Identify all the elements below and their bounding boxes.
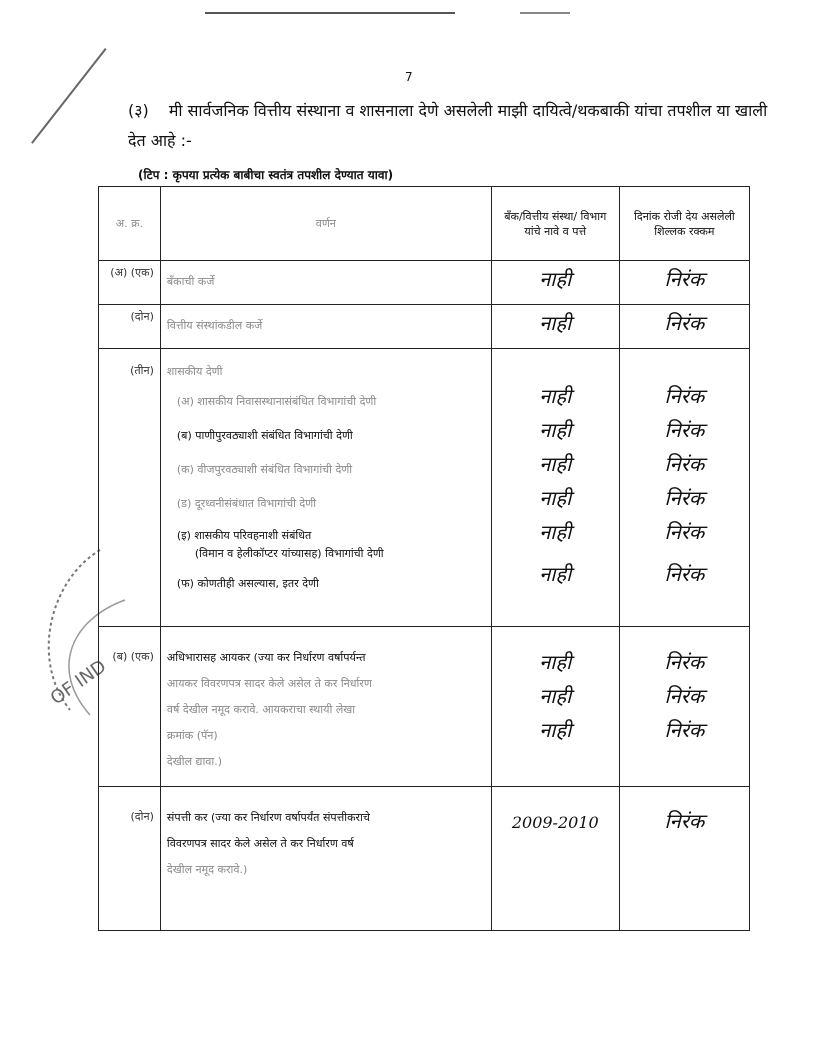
instruction-note: (टिप : कृपया प्रत्येक बाबीचा स्वतंत्र तपशील देण्यात यावा) (138, 168, 394, 182)
bank-value: नाही (539, 520, 572, 544)
amount-value: निरंक (664, 452, 705, 476)
list-item-line: (इ) शासकीय परिवहनाशी संबंधित (176, 529, 312, 542)
amount-value: निरंक (664, 650, 705, 674)
section-number: (३) (128, 101, 149, 120)
row-description: बँकाची कर्जे (160, 261, 491, 305)
description-line: अधिभारासह आयकर (ज्या कर निर्धारण वर्षापर्यन्त (166, 651, 366, 664)
list-item: (ड) दूरध्वनीसंबंधात विभागांची देणी (176, 497, 317, 510)
amount-value: निरंक (664, 418, 705, 442)
list-item: (ब) पाणीपुरवठ्याशी संबंधित विभागांची देणी (176, 429, 353, 442)
header-bank: बँक/वित्तीय संस्था/ विभाग यांचे नावे व पत्ते (491, 187, 619, 261)
list-item: (फ) कोणतीही असल्यास, इतर देणी (176, 577, 319, 590)
description-line: देखील द्यावा.) (166, 755, 223, 768)
description-line: संपत्ती कर (ज्या कर निर्धारण वर्षापर्यंत संपत्तीकराचे (166, 811, 370, 824)
bank-value: नाही (539, 452, 572, 476)
list-item: (अ) शासकीय निवासस्थानासंबंधित विभागांची देणी (176, 395, 377, 408)
amount-value: निरंक (664, 486, 705, 510)
description-line: विवरणपत्र सादर केले असेल ते कर निर्धारण वर्ष (166, 837, 354, 850)
row-serial: (ब) (एक) (99, 627, 161, 787)
table-row (99, 261, 750, 305)
row-description-group (160, 349, 491, 627)
table-row (99, 305, 750, 349)
bank-value: नाही (539, 718, 572, 742)
group-title: शासकीय देणी (166, 365, 223, 378)
section-heading-text: मी सार्वजनिक वित्तीय संस्थाना व शासनाला देणे असलेली माझी दायित्वे/थकबाकी यांचा तपशील या खाली देत आहे :- (128, 101, 768, 150)
description-line: क्रमांक (पॅन) (166, 729, 218, 742)
row-amount-value: निरंक (619, 787, 749, 931)
svg-text:OF IND: OF IND (46, 655, 111, 710)
bank-value: नाही (539, 418, 572, 442)
row-description: वित्तीय संस्थांकडील कर्जे (160, 305, 491, 349)
bank-value: नाही (539, 486, 572, 510)
scan-artifact-line (520, 12, 570, 14)
table-row (99, 627, 750, 787)
bank-value: नाही (539, 684, 572, 708)
row-bank-value: 2009-2010 (491, 787, 619, 931)
bank-value: नाही (539, 650, 572, 674)
table-header-row (99, 187, 750, 261)
page-number: 7 (405, 70, 413, 84)
description-line: आयकर विवरणपत्र सादर केले असेल ते कर निर्धारण (166, 677, 372, 690)
row-bank-values (491, 349, 619, 627)
row-bank-value: नाही (491, 305, 619, 349)
amount-value: निरंक (664, 384, 705, 408)
header-serial: अ. क्र. (99, 187, 161, 261)
description-line: देखील नमूद करावे.) (166, 863, 248, 876)
row-serial: (दोन) (99, 787, 161, 931)
header-description: वर्णन (160, 187, 491, 261)
row-bank-value: नाही (491, 261, 619, 305)
amount-value: निरंक (664, 562, 705, 586)
row-amount-values (619, 627, 749, 787)
row-bank-values (491, 627, 619, 787)
row-description (160, 627, 491, 787)
row-amount-value: निरंक (619, 261, 749, 305)
row-amount-value: निरंक (619, 305, 749, 349)
row-serial: (दोन) (99, 305, 161, 349)
margin-stroke (31, 48, 106, 144)
list-item-line: (विमान व हेलीकॉप्टर यांच्यासह) विभागांची देणी (194, 547, 384, 560)
row-serial: (तीन) (99, 349, 161, 627)
row-description (160, 787, 491, 931)
row-serial: (अ) (एक) (99, 261, 161, 305)
row-amount-values (619, 349, 749, 627)
amount-value: निरंक (664, 718, 705, 742)
list-item (167, 527, 485, 563)
bank-value: नाही (539, 384, 572, 408)
scan-artifact-line (205, 12, 455, 14)
table-row (99, 787, 750, 931)
list-item: (क) वीजपुरवठ्याशी संबंधित विभागांची देणी (176, 463, 353, 476)
amount-value: निरंक (664, 684, 705, 708)
description-line: वर्ष देखील नमूद करावे. आयकराचा स्थायी लेखा (166, 703, 356, 716)
section-heading (128, 96, 768, 156)
table-row (99, 349, 750, 627)
amount-value: निरंक (664, 520, 705, 544)
bank-value: नाही (539, 562, 572, 586)
header-amount: दिनांक रोजी देय असलेली शिल्लक रक्कम (619, 187, 749, 261)
liabilities-table (98, 186, 750, 931)
